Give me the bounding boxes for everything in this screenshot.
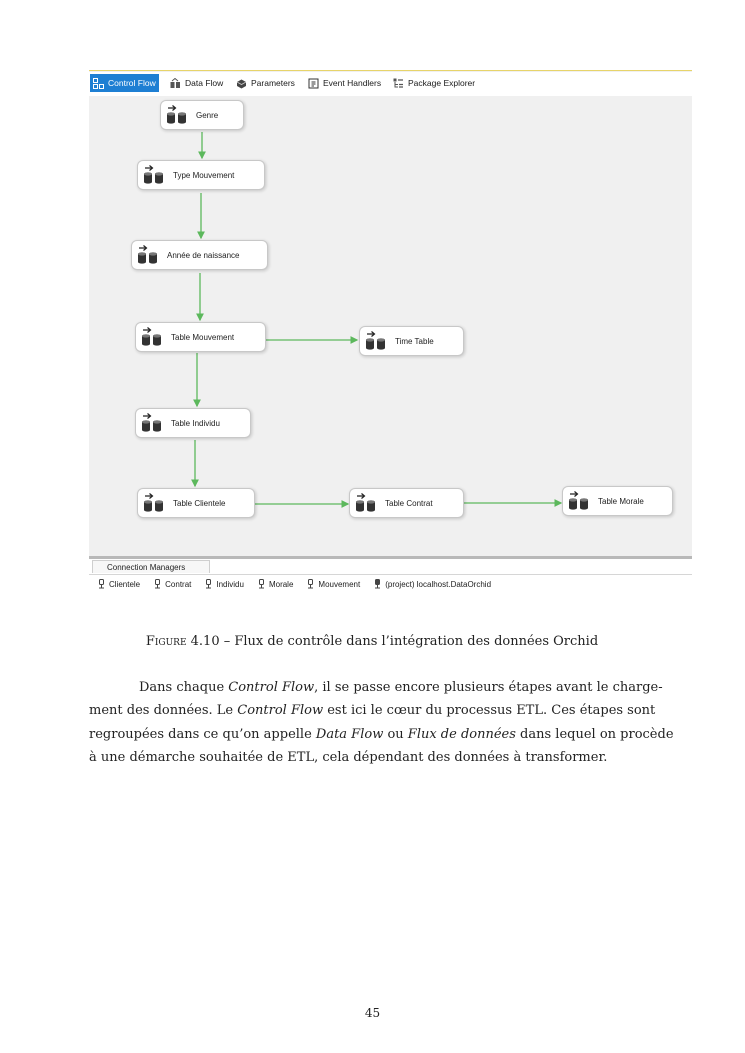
project-connection-icon [373, 579, 382, 589]
designer-tab-bar [89, 72, 692, 97]
data-flow-task-icon [137, 245, 159, 265]
connection-icon [204, 579, 213, 589]
task-type-mouvement[interactable] [137, 160, 265, 190]
connection-manager-project-localhost[interactable] [373, 579, 491, 589]
task-label: Table Contrat [385, 498, 433, 508]
connection-manager-individu[interactable] [204, 579, 244, 589]
data-flow-task-icon [355, 493, 377, 513]
connection-managers-panel [89, 559, 692, 608]
event-handlers-icon [308, 78, 319, 89]
parameters-icon [236, 78, 247, 89]
connection-manager-label: Individu [216, 579, 244, 589]
connection-manager-mouvement[interactable] [306, 579, 360, 589]
connection-manager-morale[interactable] [257, 579, 293, 589]
task-label: Table Morale [598, 496, 644, 506]
tab-data-flow[interactable] [167, 74, 226, 92]
task-label: Time Table [395, 336, 434, 346]
tab-label: Package Explorer [408, 78, 476, 88]
data-flow-icon [170, 78, 181, 89]
caption-text: – Flux de contrôle dans l’intégration des données Orchid [219, 634, 599, 649]
connection-icon [257, 579, 266, 589]
control-flow-icon [93, 78, 104, 89]
task-genre[interactable] [160, 100, 244, 130]
data-flow-task-icon [568, 491, 590, 511]
connection-manager-label: Clientele [109, 579, 141, 589]
paragraph-line: ment des données. Le Control Flow est ici le cœur du processus ETL. Ces étapes sont [89, 703, 656, 719]
control-flow-canvas[interactable] [89, 96, 692, 559]
connection-manager-label: Morale [268, 579, 294, 589]
task-label: Année de naissance [167, 250, 240, 260]
page-number: 45 [364, 1006, 381, 1020]
divider [89, 574, 692, 575]
connection-manager-contrat[interactable] [153, 579, 191, 589]
connection-manager-label: Mouvement [318, 579, 361, 589]
task-label: Table Clientele [173, 498, 226, 508]
paragraph-line: regroupées dans ce qu’on appelle Data Flow ou Flux de données dans lequel on procède [89, 726, 674, 742]
connection-manager-clientele[interactable] [97, 579, 140, 589]
connection-manager-list [97, 579, 504, 589]
paragraph-line: Dans chaque Control Flow, il se passe encore plusieurs étapes avant le charge- [139, 680, 663, 695]
ssis-designer-screenshot [89, 70, 692, 608]
data-flow-task-icon [141, 327, 163, 347]
tab-event-handlers[interactable] [305, 74, 384, 92]
task-label: Type Mouvement [173, 170, 235, 180]
data-flow-task-icon [166, 105, 188, 125]
data-flow-task-icon [365, 331, 387, 351]
task-annee-de-naissance[interactable] [131, 240, 268, 270]
data-flow-task-icon [143, 165, 165, 185]
tab-label: Data Flow [185, 78, 224, 88]
package-explorer-icon [393, 78, 404, 89]
task-time-table[interactable] [359, 326, 464, 356]
data-flow-task-icon [141, 413, 163, 433]
connection-managers-tab[interactable]: Connection Managers [92, 560, 210, 573]
figure-caption [89, 634, 655, 649]
paragraph-line: à une démarche souhaitée de ETL, cela dépendant des données à transformer. [89, 749, 608, 765]
tab-parameters[interactable] [233, 74, 298, 92]
task-table-contrat[interactable] [349, 488, 464, 518]
task-label: Table Individu [171, 418, 220, 428]
figure-number: Figure 4.10 [145, 634, 220, 649]
connection-icon [153, 579, 162, 589]
task-table-individu[interactable] [135, 408, 251, 438]
tab-control-flow[interactable] [90, 74, 159, 92]
task-label: Genre [196, 110, 219, 120]
tab-label: Control Flow [108, 78, 156, 88]
body-paragraph [89, 676, 674, 769]
data-flow-task-icon [143, 493, 165, 513]
tab-label: Event Handlers [323, 78, 382, 88]
task-label: Table Mouvement [171, 332, 235, 342]
task-table-clientele[interactable] [137, 488, 255, 518]
task-table-morale[interactable] [562, 486, 673, 516]
connection-icon [306, 579, 315, 589]
task-table-mouvement[interactable] [135, 322, 266, 352]
tab-label: Parameters [251, 78, 295, 88]
connection-manager-label: Contrat [165, 579, 192, 589]
connection-icon [97, 579, 106, 589]
tab-package-explorer[interactable] [390, 74, 478, 92]
connection-manager-label: (project) localhost.DataOrchid [385, 579, 492, 589]
